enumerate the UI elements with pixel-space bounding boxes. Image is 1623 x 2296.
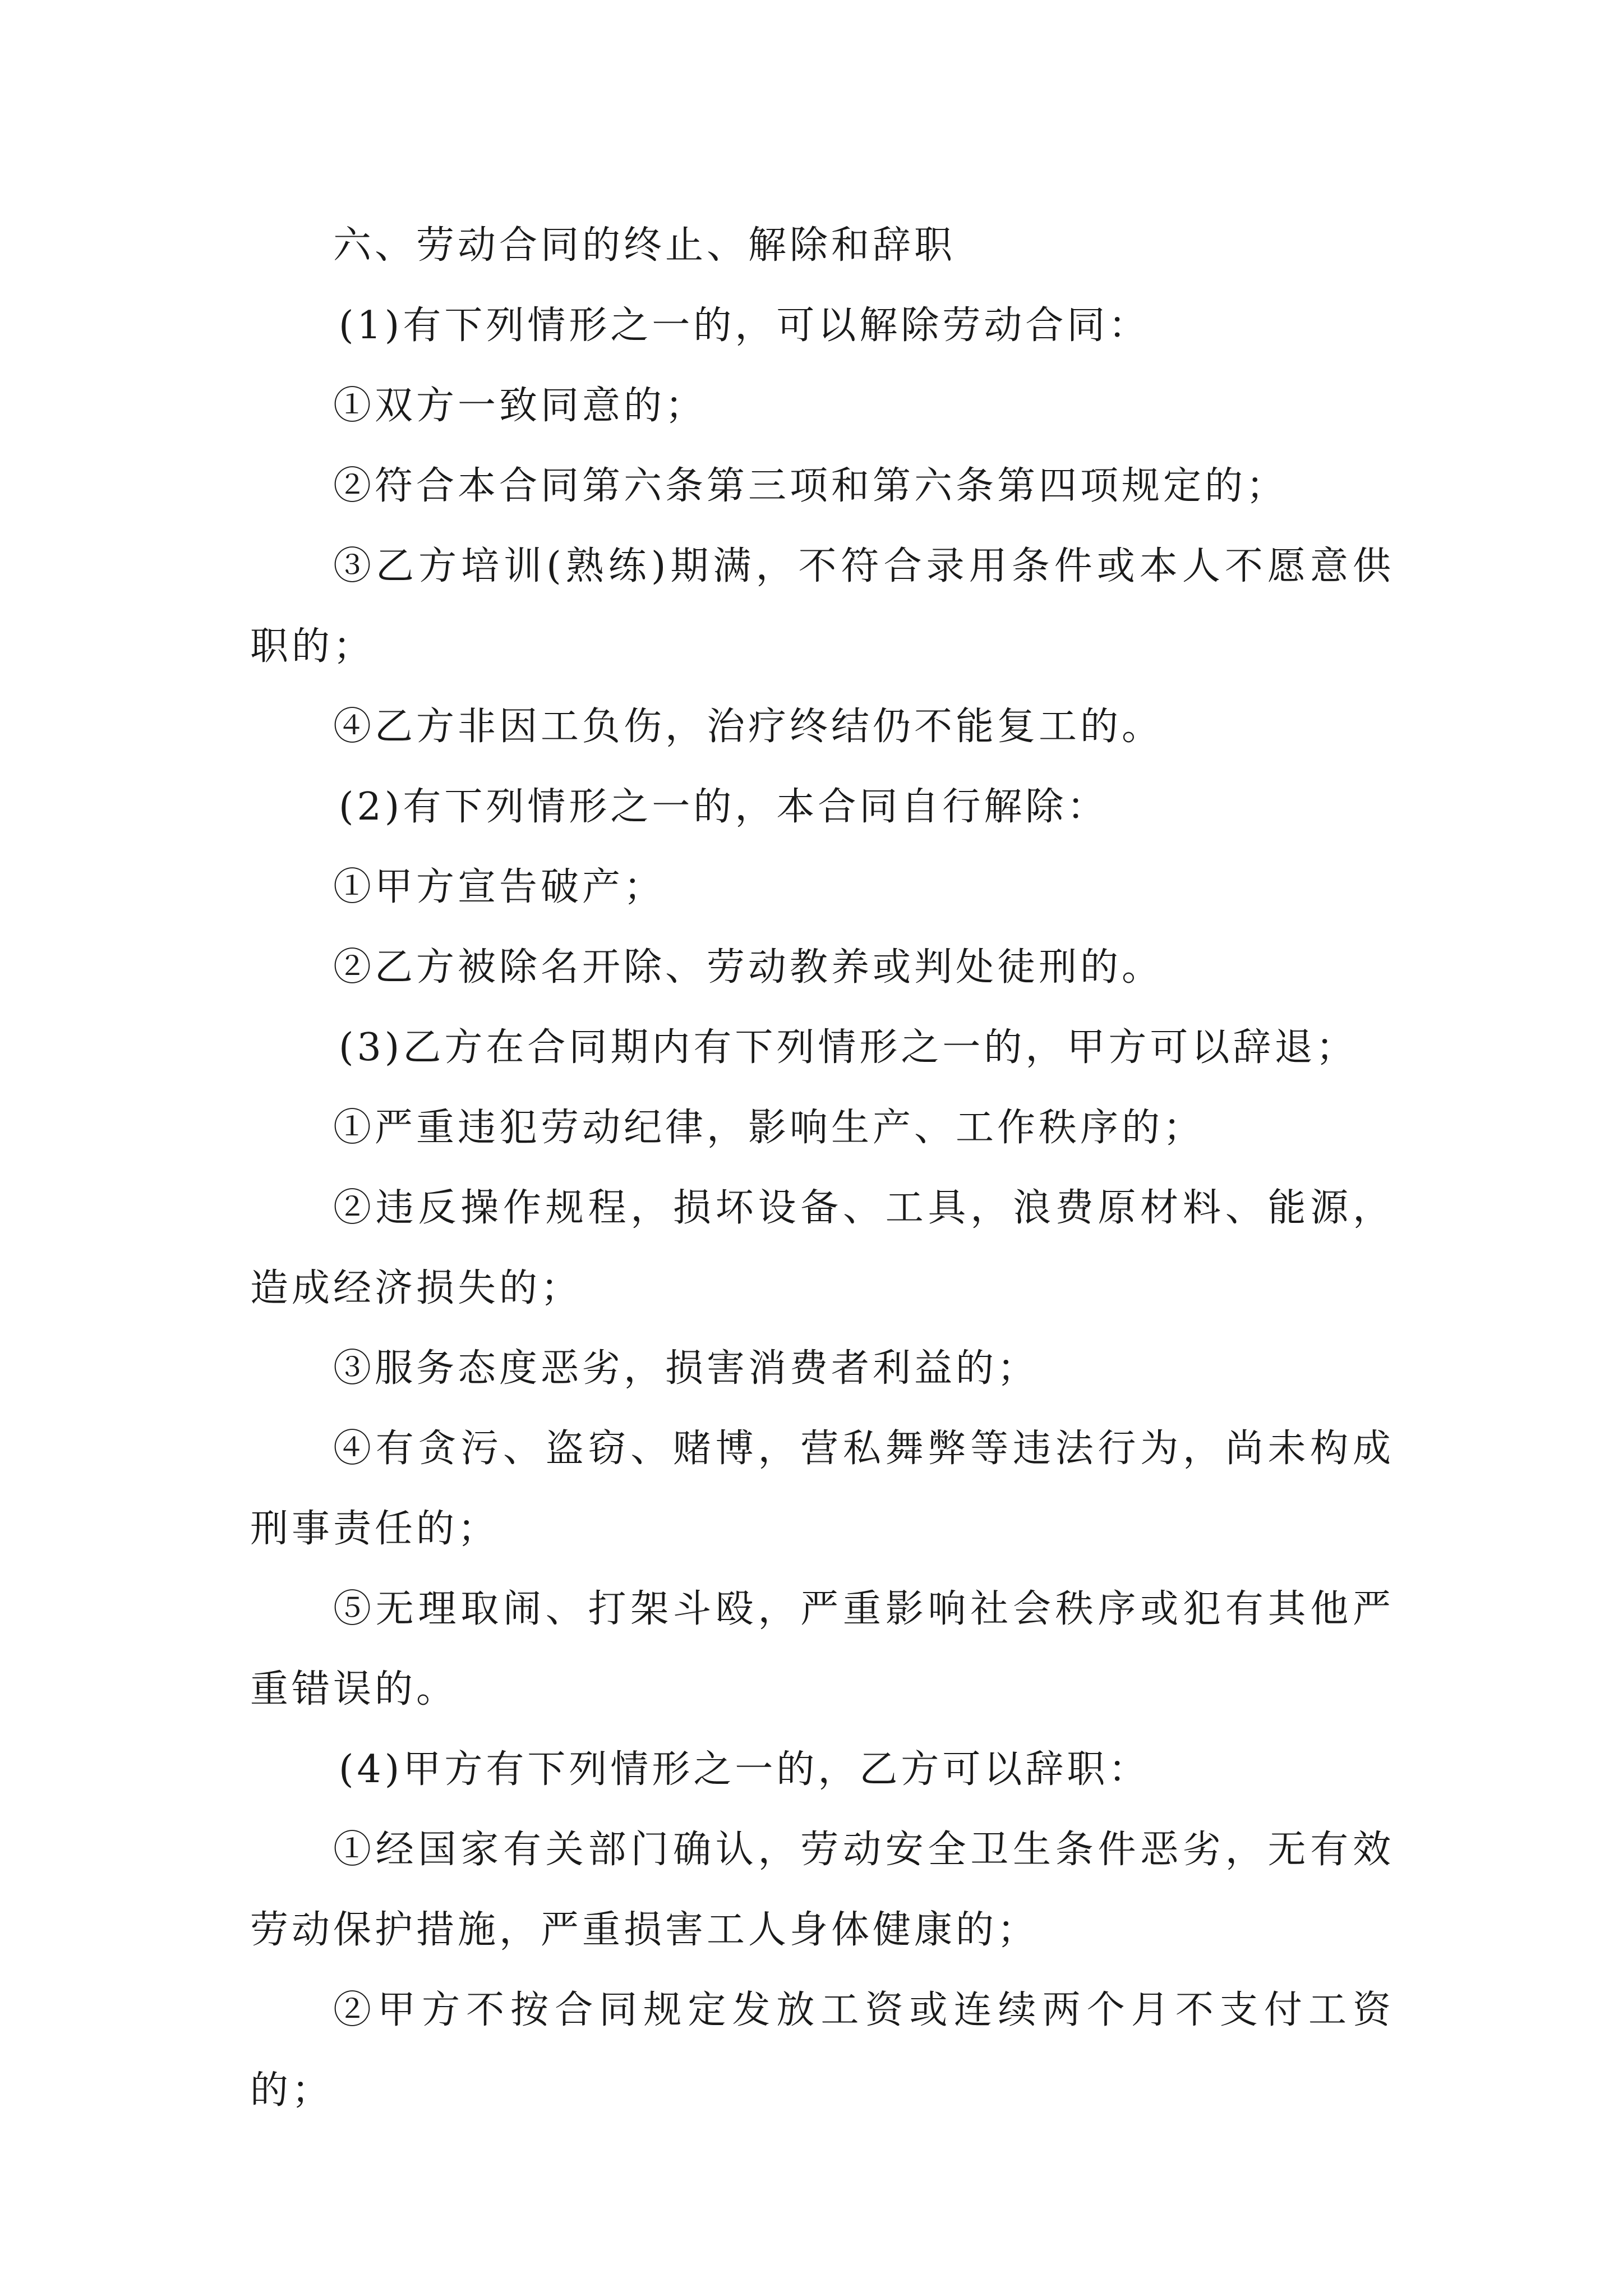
clause-2-item-1: ①甲方宣告破产； xyxy=(333,865,666,909)
clause-1-item-3: ③乙方培训(熟练)期满，不符合录用条件或本人不愿意供职的； xyxy=(250,544,1394,669)
clause-3-item-5: ⑤无理取闹、打架斗殴，严重影响社会秩序或犯有其他严重错误的。 xyxy=(250,1587,1394,1711)
clause-2-item-2: ②乙方被除名开除、劳动教养或判处徒刑的。 xyxy=(333,945,1164,990)
clause-4-intro: (4)甲方有下列情形之一的，乙方可以辞职： xyxy=(339,1747,1150,1792)
clause-3-item-1: ①严重违犯劳动纪律，影响生产、工作秩序的； xyxy=(333,1106,1205,1150)
clause-3-item-3: ③服务态度恶劣，损害消费者利益的； xyxy=(333,1346,1039,1391)
clause-2-intro: (2)有下列情形之一的，本合同自行解除： xyxy=(339,785,1109,829)
clause-1-intro: (1)有下列情形之一的，可以解除劳动合同： xyxy=(339,303,1150,348)
clause-1-item-1: ①双方一致同意的； xyxy=(333,384,707,428)
section-heading: 六、劳动合同的终止、解除和辞职 xyxy=(333,223,956,268)
clause-1-item-4: ④乙方非因工负伤，治疗终结仍不能复工的。 xyxy=(333,705,1164,749)
document-body xyxy=(250,205,1394,2131)
clause-3-intro: (3)乙方在合同期内有下列情形之一的，甲方可以辞退； xyxy=(339,1025,1358,1070)
clause-3-item-4: ④有贪污、盗窃、赌博，营私舞弊等违法行为，尚未构成刑事责任的； xyxy=(250,1427,1394,1551)
clause-3-item-2: ②违反操作规程，损坏设备、工具，浪费原材料、能源，造成经济损失的； xyxy=(250,1186,1394,1310)
clause-4-item-2: ②甲方不按合同规定发放工资或连续两个月不支付工资的； xyxy=(250,1988,1394,2113)
clause-1-item-2: ②符合本合同第六条第三项和第六条第四项规定的； xyxy=(333,464,1288,508)
clause-4-item-1: ①经国家有关部门确认，劳动安全卫生条件恶劣，无有效劳动保护措施，严重损害工人身体健康的； xyxy=(250,1828,1394,1952)
